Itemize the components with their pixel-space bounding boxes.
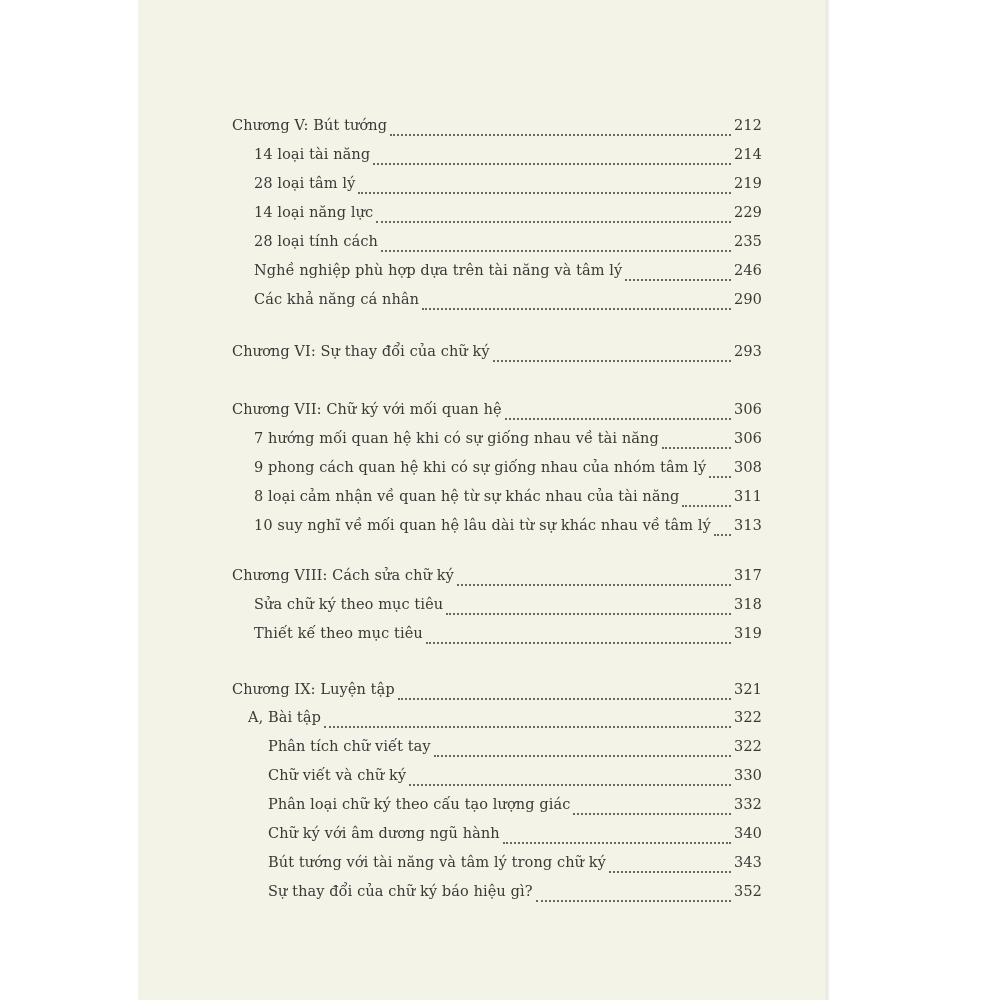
toc-page-number: 212 bbox=[734, 118, 762, 134]
toc-page-number: 352 bbox=[734, 884, 762, 900]
dot-leader bbox=[434, 755, 731, 757]
toc-item-row bbox=[268, 739, 762, 763]
toc-entry-title: Nghề nghiệp phù hợp dựa trên tài năng và tâm lý bbox=[254, 263, 623, 279]
toc-subsection-row bbox=[248, 710, 762, 734]
toc-page-number: 317 bbox=[734, 568, 762, 584]
toc-item-row bbox=[254, 292, 762, 316]
toc-entry-title: Chương VII: Chữ ký với mối quan hệ bbox=[232, 402, 502, 418]
dot-leader bbox=[373, 163, 731, 165]
toc-page-number: 311 bbox=[734, 489, 762, 505]
toc-page-number: 321 bbox=[734, 682, 762, 698]
toc-page-number: 306 bbox=[734, 431, 762, 447]
dot-leader bbox=[682, 505, 731, 507]
toc-page-number: 235 bbox=[734, 234, 762, 250]
dot-leader bbox=[536, 900, 731, 902]
toc-page-number: 318 bbox=[734, 597, 762, 613]
dot-leader bbox=[493, 360, 731, 362]
dot-leader bbox=[505, 418, 731, 420]
toc-item-row bbox=[254, 597, 762, 621]
toc-page-number: 319 bbox=[734, 626, 762, 642]
toc-item-row bbox=[268, 768, 762, 792]
toc-chapter-row bbox=[232, 568, 762, 592]
dot-leader bbox=[609, 871, 731, 873]
toc-entry-title: Sửa chữ ký theo mục tiêu bbox=[254, 597, 444, 613]
toc-entry-title: 8 loại cảm nhận về quan hệ từ sự khác nhau của tài năng bbox=[254, 489, 680, 505]
toc-entry-title: 28 loại tính cách bbox=[254, 234, 378, 250]
toc-entry-title: 7 hướng mối quan hệ khi có sự giống nhau về tài năng bbox=[254, 431, 659, 447]
toc-page-number: 229 bbox=[734, 205, 762, 221]
toc-entry-title: Chương VI: Sự thay đổi của chữ ký bbox=[232, 344, 490, 360]
dot-leader bbox=[426, 642, 731, 644]
toc-page-number: 214 bbox=[734, 147, 762, 163]
dot-leader bbox=[422, 308, 731, 310]
toc-entry-title: Thiết kế theo mục tiêu bbox=[254, 626, 423, 642]
toc-item-row bbox=[254, 205, 762, 229]
toc-page-number: 322 bbox=[734, 739, 762, 755]
dot-leader bbox=[662, 447, 731, 449]
dot-leader bbox=[381, 250, 731, 252]
toc-entry-title: Sự thay đổi của chữ ký báo hiệu gì? bbox=[268, 884, 533, 900]
toc-page-number: 306 bbox=[734, 402, 762, 418]
toc-entry-title: 28 loại tâm lý bbox=[254, 176, 356, 192]
toc-chapter-row bbox=[232, 682, 762, 706]
toc-item-row bbox=[268, 884, 762, 908]
toc-entry-title: Chương VIII: Cách sửa chữ ký bbox=[232, 568, 454, 584]
toc-entry-title: Các khả năng cá nhân bbox=[254, 292, 420, 308]
toc-entry-title: Chương IX: Luyện tập bbox=[232, 682, 395, 698]
toc-item-row bbox=[254, 626, 762, 650]
toc-item-row bbox=[268, 855, 762, 879]
toc-page-number: 340 bbox=[734, 826, 762, 842]
toc-item-row bbox=[268, 797, 762, 821]
toc-chapter-row bbox=[232, 402, 762, 426]
dot-leader bbox=[446, 613, 731, 615]
toc-entry-title: 9 phong cách quan hệ khi có sự giống nhau của nhóm tâm lý bbox=[254, 460, 707, 476]
dot-leader bbox=[625, 279, 731, 281]
dot-leader bbox=[398, 698, 731, 700]
dot-leader bbox=[358, 192, 731, 194]
dot-leader bbox=[709, 476, 731, 478]
toc-page-number: 322 bbox=[734, 710, 762, 726]
toc-entry-title: Chữ viết và chữ ký bbox=[268, 768, 407, 784]
dot-leader bbox=[390, 134, 731, 136]
toc-page-number: 308 bbox=[734, 460, 762, 476]
dot-leader bbox=[409, 784, 731, 786]
toc-page-number: 290 bbox=[734, 292, 762, 308]
toc-item-row bbox=[254, 263, 762, 287]
toc-entry-title: A, Bài tập bbox=[248, 710, 321, 726]
toc-page-number: 332 bbox=[734, 797, 762, 813]
toc-entry-title: 10 suy nghĩ về mối quan hệ lâu dài từ sự khác nhau về tâm lý bbox=[254, 518, 711, 534]
toc-item-row bbox=[268, 826, 762, 850]
toc-entry-title: Chữ ký với âm dương ngũ hành bbox=[268, 826, 500, 842]
dot-leader bbox=[324, 726, 731, 728]
toc-entry-title: 14 loại năng lực bbox=[254, 205, 374, 221]
dot-leader bbox=[376, 221, 731, 223]
toc-page-number: 293 bbox=[734, 344, 762, 360]
toc-page-number: 246 bbox=[734, 263, 762, 279]
toc-chapter-row bbox=[232, 118, 762, 142]
toc-entry-title: Bút tướng với tài năng và tâm lý trong chữ ký bbox=[268, 855, 606, 871]
toc-item-row bbox=[254, 176, 762, 200]
toc-entry-title: Phân tích chữ viết tay bbox=[268, 739, 431, 755]
dot-leader bbox=[714, 534, 731, 536]
dot-leader bbox=[503, 842, 731, 844]
toc-item-row bbox=[254, 234, 762, 258]
toc-item-row bbox=[254, 147, 762, 171]
toc-entry-title: 14 loại tài năng bbox=[254, 147, 371, 163]
toc-page-number: 313 bbox=[734, 518, 762, 534]
dot-leader bbox=[573, 813, 731, 815]
toc-page-number: 343 bbox=[734, 855, 762, 871]
toc-page-number: 219 bbox=[734, 176, 762, 192]
toc-entry-title: Phân loại chữ ký theo cấu tạo lượng giác bbox=[268, 797, 571, 813]
toc-page-number: 330 bbox=[734, 768, 762, 784]
dot-leader bbox=[457, 584, 731, 586]
toc-chapter-row bbox=[232, 344, 762, 368]
toc-item-row bbox=[254, 460, 762, 484]
toc-item-row bbox=[254, 489, 762, 513]
toc-item-row bbox=[254, 518, 762, 542]
toc-item-row bbox=[254, 431, 762, 455]
toc-entry-title: Chương V: Bút tướng bbox=[232, 118, 388, 134]
